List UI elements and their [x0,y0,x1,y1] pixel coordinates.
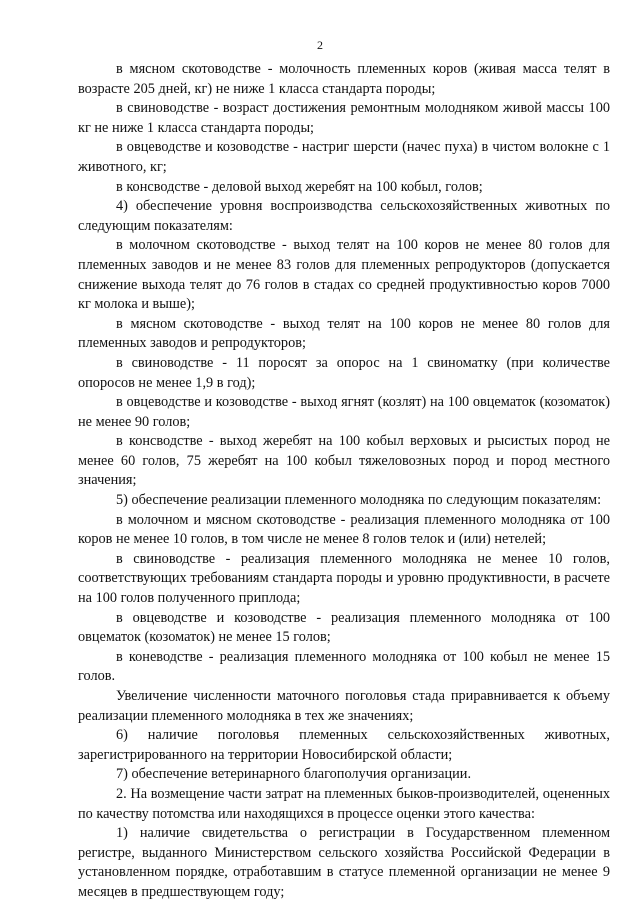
paragraph: в овцеводстве и козоводстве - реализация племенного молодняка от 100 овцематок (козоматок) не менее 15 голов; [78,609,610,646]
document-body [78,60,610,903]
paragraph: в коневодстве - реализация племенного молодняка от 100 кобыл не менее 15 голов. [78,648,610,685]
paragraph: в консводстве - выход жеребят на 100 кобыл верховых и рысистых пород не менее 60 голов, 75 жеребят на 100 кобыл тяжеловозных пород и пород местного значения; [78,433,610,489]
paragraph: в мясном скотоводстве - молочность племенных коров (живая масса телят в возрасте 205 дней, кг) не ниже 1 класса стандарта породы; [78,61,610,97]
paragraph: в овцеводстве и козоводстве - настриг шерсти (начес пуха) в чистом волокне с 1 животного, кг; [78,139,610,175]
paragraph: в свиноводстве - возраст достижения ремонтным молодняком живой массы 100 кг не ниже 1 класса стандарта породы; [78,100,610,136]
paragraph: в мясном скотоводстве - выход телят на 100 коров не менее 80 голов для племенных заводов и репродукторов; [78,315,610,352]
paragraph: 7) обеспечение ветеринарного благополучия организации. [116,766,472,783]
page-number: 2 [317,38,323,52]
paragraph: в свиноводстве - 11 поросят за опорос на 1 свиноматку (при количестве опоросов не менее 1,9 в год); [78,354,610,391]
paragraph: Увеличение численности маточного поголовья стада приравнивается к объему реализации племенного молодняка в тех же значениях; [78,688,610,724]
paragraph: в молочном и мясном скотоводстве - реализация племенного молодняка от 100 коров не менее 10 голов, в том числе не менее 8 голов телок и (или) нетелей; [78,511,610,548]
paragraph: 2. На возмещение части затрат на племенных быков-производителей, оцененных по качеству потомства или находящихся в процессе оценки этого качества: [78,785,610,822]
paragraph: 5) обеспечение реализации племенного молодняка по следующим показателям: [116,492,602,509]
paragraph: в консводстве - деловой выход жеребят на 100 кобыл, голов; [116,178,483,195]
paragraph: 1) наличие свидетельства о регистрации в Государственном племенном регистре, выданного Министерством сельского хозяйства Российской Федерации в установленном порядке, отработавшим в статусе племенной организации не менее 9 месяцев в предшествующем году; [78,825,610,900]
paragraph: в молочном скотоводстве - выход телят на 100 коров не менее 80 голов для племенных заводов и не менее 83 голов для племенных репродукторов (допускается снижение выхода телят до 76 голов в стадах со средней продуктивностью коров 7000 кг молока и выше); [78,237,610,313]
paragraph: 4) обеспечение уровня воспроизводства сельскохозяйственных животных по следующим показателям: [78,198,610,234]
paragraph: 6) наличие поголовья племенных сельскохозяйственных животных, зарегистрированного на территории Новосибирской области; [78,727,610,763]
paragraph: в свиноводстве - реализация племенного молодняка не менее 10 голов, соответствующих требованиям стандарта породы и уровню продуктивности, в расчете на 100 голов полученного приплода; [78,550,610,607]
paragraph: в овцеводстве и козоводстве - выход ягнят (козлят) на 100 овцематок (козоматок) не менее 90 голов; [78,394,610,430]
